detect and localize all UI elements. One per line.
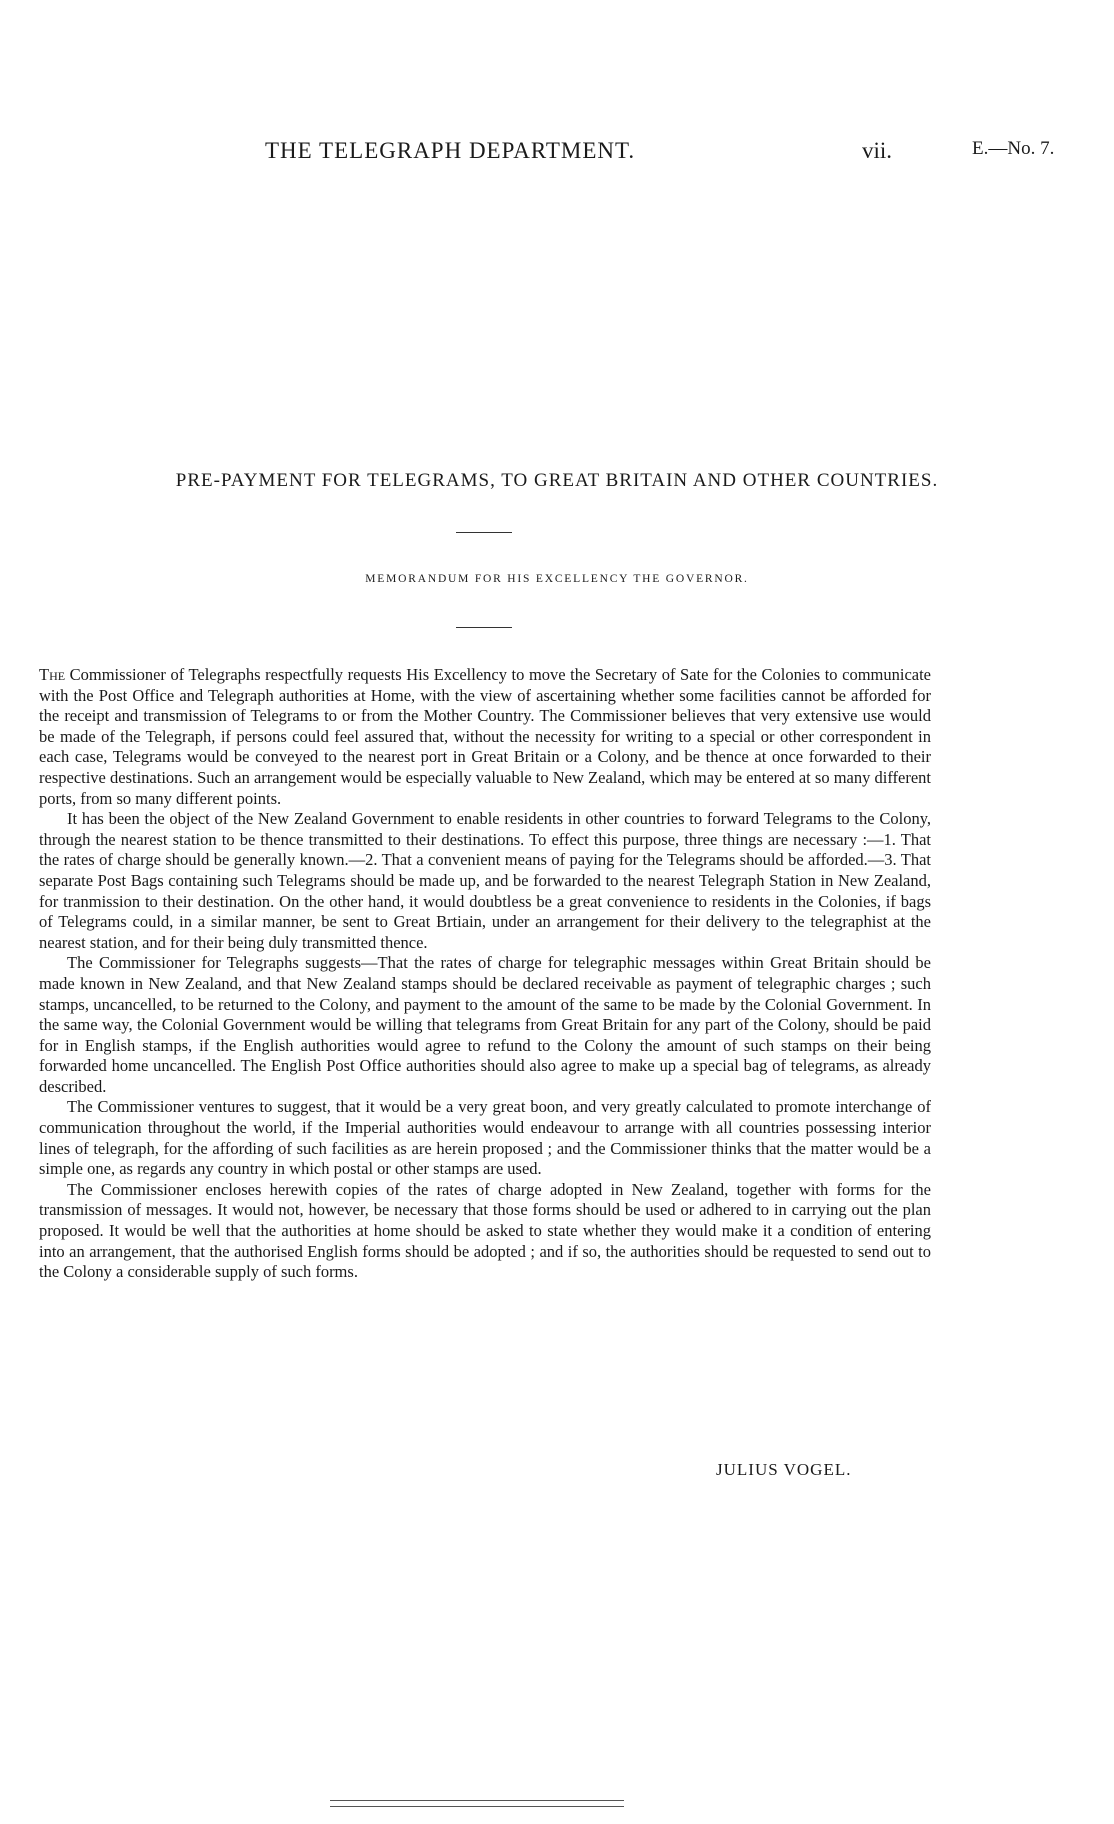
- memorandum-subheading: MEMORANDUM FOR HIS EXCELLENCY THE GOVERNOR.: [365, 573, 749, 585]
- document-heading: PRE-PAYMENT FOR TELEGRAMS, TO GREAT BRITAIN AND OTHER COUNTRIES.: [175, 470, 939, 491]
- running-title: THE TELEGRAPH DEPARTMENT.: [265, 138, 636, 163]
- subheading-divider: [456, 627, 512, 628]
- paragraph-4: The Commissioner ventures to suggest, that it would be a very great boon, and very greatly calculated to promote interchange of communication throughout the world, if the Imperial authorities would endeavour to arrange with all countries possessing interior lines of telegraph, for the affording of such facilities as are herein proposed ; and the Commissioner thinks that the matter would be a simple one, as regards any country in which postal or other stamps are used.: [39, 1097, 931, 1179]
- signature: JULIUS VOGEL.: [716, 1460, 852, 1479]
- paragraph-2: It has been the object of the New Zealand Government to enable residents in other countries to forward Telegrams to the Colony, through the nearest station to be thence transmitted to their destinations. To effect this purpose, three things are necessary :—1. That the rates of charge should be generally known.—2. That a convenient means of paying for the Telegrams should be afforded.—3. That separate Post Bags containing such Telegrams should be made up, and be forwarded to the nearest Telegraph Station in New Zealand, for tranmission to their destination. On the other hand, it would doubtless be a great convenience to residents in the Colonies, if bags of Telegrams could, in a similar manner, be sent to Great Brtiain, under an arrangement for their delivery to the telegraphist at the nearest station, and for their being duly transmitted thence.: [39, 809, 931, 952]
- page-number: vii.: [862, 138, 893, 163]
- paragraph-1: [39, 665, 931, 809]
- heading-divider: [456, 532, 512, 533]
- paragraph-3: The Commissioner for Telegraphs suggests—That the rates of charge for telegraphic messages within Great Britain should be made known in New Zealand, and that New Zealand stamps should be declared receivable as payment of telegraphic charges ; such stamps, uncancelled, to be returned to the Colony, and payment to the amount of the same to be made by the Colonial Government. In the same way, the Colonial Government would be willing that telegrams from Great Britain for any part of the Colony, should be paid for in English stamps, if the English authorities would agree to refund to the Colony the amount of such stamps on their being forwarded home uncancelled. The English Post Office authorities should also agree to make up a special bag of telegrams, as already described.: [39, 953, 931, 1096]
- document-reference: E.—No. 7.: [972, 138, 1055, 159]
- opening-word: The: [39, 665, 66, 684]
- paragraph-5: The Commissioner encloses herewith copies of the rates of charge adopted in New Zealand, together with forms for the transmission of messages. It would not, however, be necessary that those forms should be used or adhered to in carrying out the plan proposed. It would be well that the authorities at home should be asked to state whether they would make it a condition of entering into an arrangement, that the authorised English forms should be adopted ; and if so, the authorities should be requested to send out to the Colony a considerable supply of such forms.: [39, 1179, 931, 1282]
- footer-rule-bottom: [330, 1806, 624, 1807]
- footer-rule-top: [330, 1800, 624, 1801]
- paragraph-1-text: Commissioner of Telegraphs respectfully requests His Excellency to move the Secretary of Sate for the Colonies to communicate with the Post Office and Telegraph authorities at Home, with the view of ascertaining whether some facilities cannot be afforded for the receipt and transmission of Telegrams to or from the Mother Country. The Commissioner believes that very extensive use would be made of the Telegraph, if persons could feel assured that, without the necessity for writing to a special or other correspondent in each case, Telegrams would be conveyed to the nearest port in Great Britain or a Colony, and be thence at once forwarded to their respective destinations. Such an arrangement would be especially valuable to New Zealand, which may be entered at so many different ports, from so many different points.: [39, 665, 931, 808]
- memorandum-body: [39, 665, 931, 1283]
